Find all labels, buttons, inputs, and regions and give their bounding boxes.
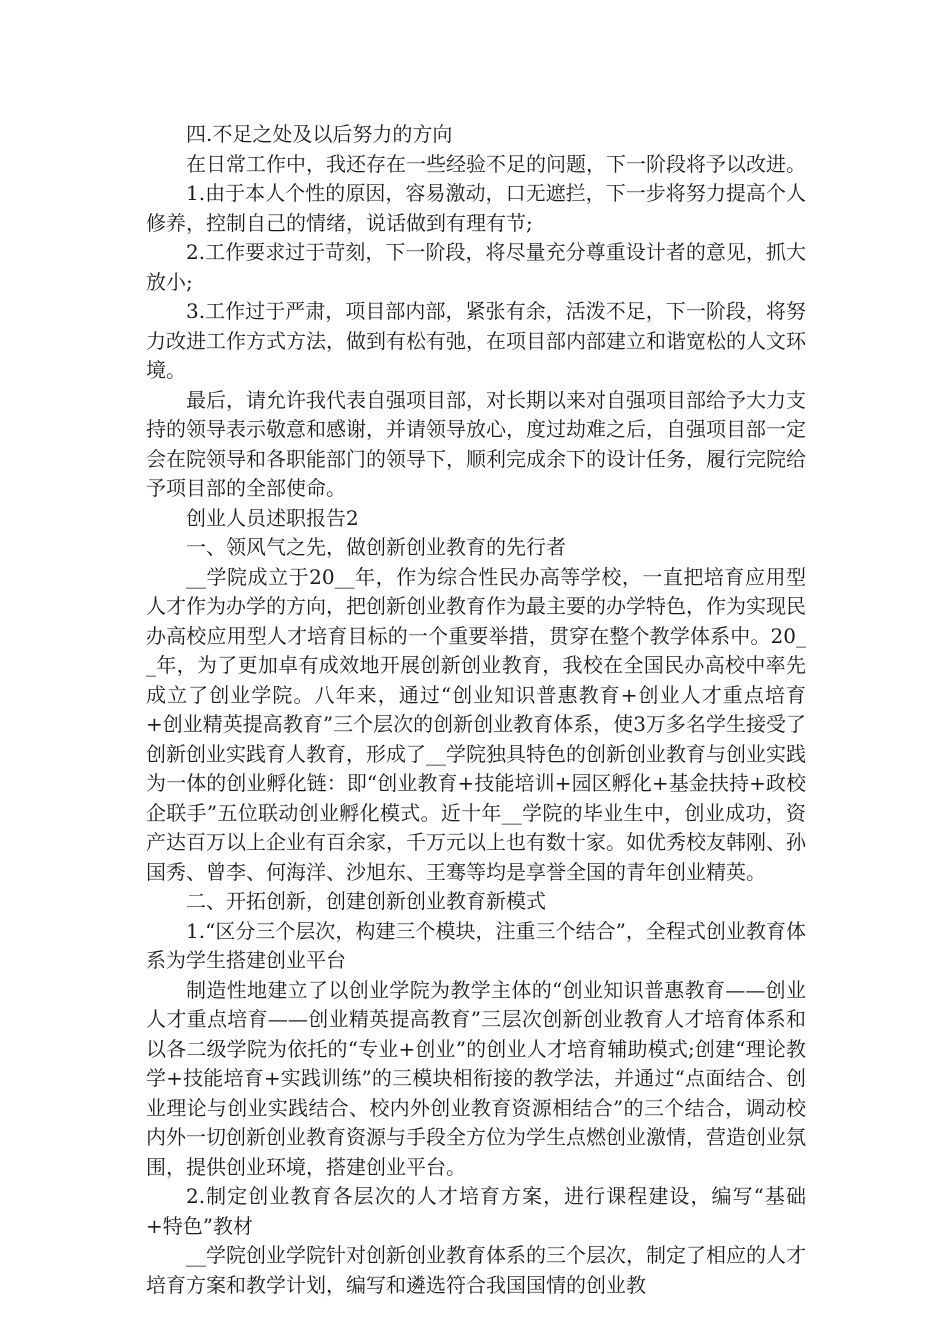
paragraph: 在日常工作中，我还存在一些经验不足的问题，下一阶段将予以改进。: [186, 151, 806, 176]
section-heading-shortcomings: 四.不足之处及以后努力的方向: [186, 122, 453, 146]
section-heading: 二、开拓创新，创建创新创业教育新模式: [186, 889, 546, 913]
subsection-heading: 1.“区分三个层次，构建三个模块，注重三个结合”，全程式创业教育体系为学生搭建创业平台: [146, 918, 806, 972]
paragraph: __学院创业学院针对创新创业教育体系的三个层次，制定了相应的人才培育方案和教学计划，编写和遴选符合我国国情的创业教: [146, 1243, 806, 1297]
list-item: 1.由于本人个性的原因，容易激动，口无遮拦，下一步将努力提高个人修养，控制自己的情绪，说话做到有理有节;: [146, 181, 806, 235]
paragraph: 最后，请允许我代表自强项目部，对长期以来对自强项目部给予大力支持的领导表示敬意和感谢，并请领导放心，度过劫难之后，自强项目部一定会在院领导和各职能部门的领导下，顺利完成余下的设计任务，履行完院给予项目部的全部使命。: [146, 387, 806, 500]
paragraph: 制造性地建立了以创业学院为教学主体的“创业知识普惠教育——创业人才重点培育——创业精英提高教育”三层次创新创业教育人才培育体系和以各二级学院为依托的“专业+创业”的创业人才培育辅助模式;创建“理论教学+技能培育+实践训练”的三模块相衔接的教学法，并通过“点面结合、创业理论与创业实践结合、校内外创业教育资源相结合”的三个结合，调动校内外一切创新创业教育资源与手段全方位为学生点燃创业激情，营造创业氛围，提供创业环境，搭建创业平台。: [146, 977, 806, 1179]
section-heading: 一、领风气之先，做创新创业教育的先行者: [186, 535, 566, 559]
subsection-heading: 2.制定创业教育各层次的人才培育方案，进行课程建设，编写“基础+特色”教材: [146, 1184, 806, 1238]
document-body: [146, 120, 806, 1300]
report-title: 创业人员述职报告2: [186, 505, 359, 530]
list-item: 3.工作过于严肃，项目部内部，紧张有余，活泼不足，下一阶段，将努力改进工作方式方法，做到有松有弛，在项目部内部建立和谐宽松的人文环境。: [146, 299, 806, 382]
list-item: 2.工作要求过于苛刻，下一阶段，将尽量充分尊重设计者的意见，抓大放小;: [146, 240, 806, 294]
paragraph: __学院成立于20__年，作为综合性民办高等学校，一直把培育应用型人才作为办学的方向，把创新创业教育作为最主要的办学特色，作为实现民办高校应用型人才培育目标的一个重要举措，贯穿在整个教学体系中。20__年，为了更加卓有成效地开展创新创业教育，我校在全国民办高校中率先成立了创业学院。八年来，通过“创业知识普惠教育+创业人才重点培育+创业精英提高教育”三个层次的创新创业教育体系，使3万多名学生接受了创新创业实践育人教育，形成了__学院独具特色的创新创业教育与创业实践为一体的创业孵化链：即“创业教育+技能培训+园区孵化+基金扶持+政校企联手”五位联动创业孵化模式。近十年__学院的毕业生中，创业成功，资产达百万以上企业有百余家，千万元以上也有数十家。如优秀校友韩刚、孙国秀、曾李、何海洋、沙旭东、王骞等均是享誉全国的青年创业精英。: [146, 564, 806, 884]
